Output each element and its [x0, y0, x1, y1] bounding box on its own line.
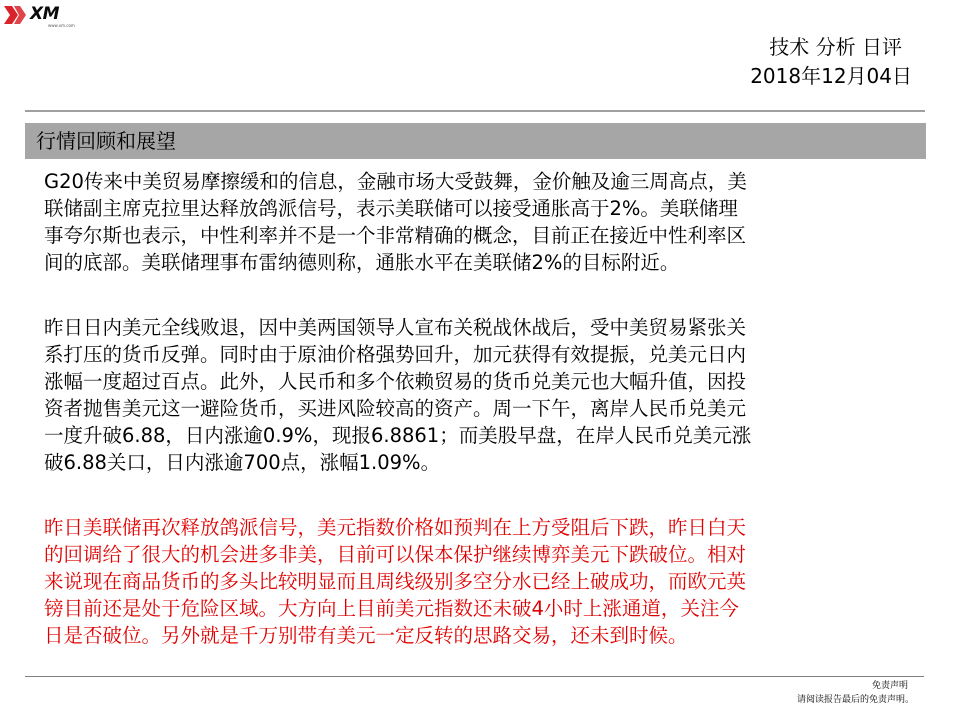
disclaimer-title: 免责声明: [871, 681, 908, 691]
paragraph-line: 日是否破位。另外就是千万别带有美元一定反转的思路交易，还未到时候。: [44, 624, 688, 647]
paragraph-line: 事夸尔斯也表示，中性利率并不是一个非常精确的概念，目前正在接近中性利率区: [44, 224, 747, 247]
paragraph-line: 来说现在商品货币的多头比较明显而且周线级别多空分水已经上破成功，而欧元英: [44, 570, 747, 593]
footer-divider: [25, 676, 924, 677]
paragraph-line: 涨幅一度超过百点。此外，人民币和多个依赖贸易的货币兑美元也大幅升值，因投: [44, 370, 747, 393]
paragraph-line: 系打压的货币反弹。同时由于原油价格强势回升，加元获得有效提振，兑美元日内: [44, 343, 747, 366]
paragraph-line: 资者抛售美元这一避险货币，买进风险较高的资产。周一下午，离岸人民币兑美元: [44, 397, 747, 420]
paragraph-line: 镑目前还是处于危险区域。大方向上目前美元指数还未破4小时上涨通道，关注今: [44, 597, 739, 620]
paragraph-line: G20传来中美贸易摩擦缓和的信息，金融市场大受鼓舞，金价触及逾三周高点，美: [44, 170, 747, 193]
logo-tagline: www.xm.com: [48, 23, 75, 28]
paragraph-market-review: [44, 168, 924, 276]
xm-logo-mark-icon: [2, 4, 32, 26]
xm-logo: [2, 4, 74, 28]
paragraph-outlook: [44, 514, 924, 649]
paragraph-line: 间的底部。美联储理事布雷纳德则称，通胀水平在美联储2%的目标附近。: [44, 251, 680, 274]
report-type: 技术 分析 日评: [769, 35, 902, 59]
section-title: 行情回顾和展望: [36, 129, 176, 153]
paragraph-line: 昨日日内美元全线败退，因中美两国领导人宣布关税战休战后，受中美贸易紧张关: [44, 316, 747, 339]
header-divider: [25, 110, 925, 112]
disclaimer-note: 请阅读报告最后的免责声明。: [796, 695, 914, 705]
logo-brand-text: XM: [30, 4, 60, 24]
paragraph-line: 破6.88关口，日内涨逾700点，涨幅1.09%。: [44, 451, 441, 474]
paragraph-usd-review: [44, 314, 924, 476]
paragraph-line: 昨日美联储再次释放鸽派信号，美元指数价格如预判在上方受阻后下跌，昨日白天: [44, 516, 747, 539]
paragraph-line: 一度升破6.88，日内涨逾0.9%，现报6.8861；而美股早盘，在岸人民币兑美元涨: [44, 424, 752, 447]
paragraph-line: 联储副主席克拉里达释放鸽派信号，表示美联储可以接受通胀高于2%。美联储理: [44, 197, 738, 220]
paragraph-line: 的回调给了很大的机会进多非美，目前可以保本保护继续博弈美元下跌破位。相对: [44, 543, 747, 566]
report-date: 2018年12月04日: [750, 64, 912, 88]
